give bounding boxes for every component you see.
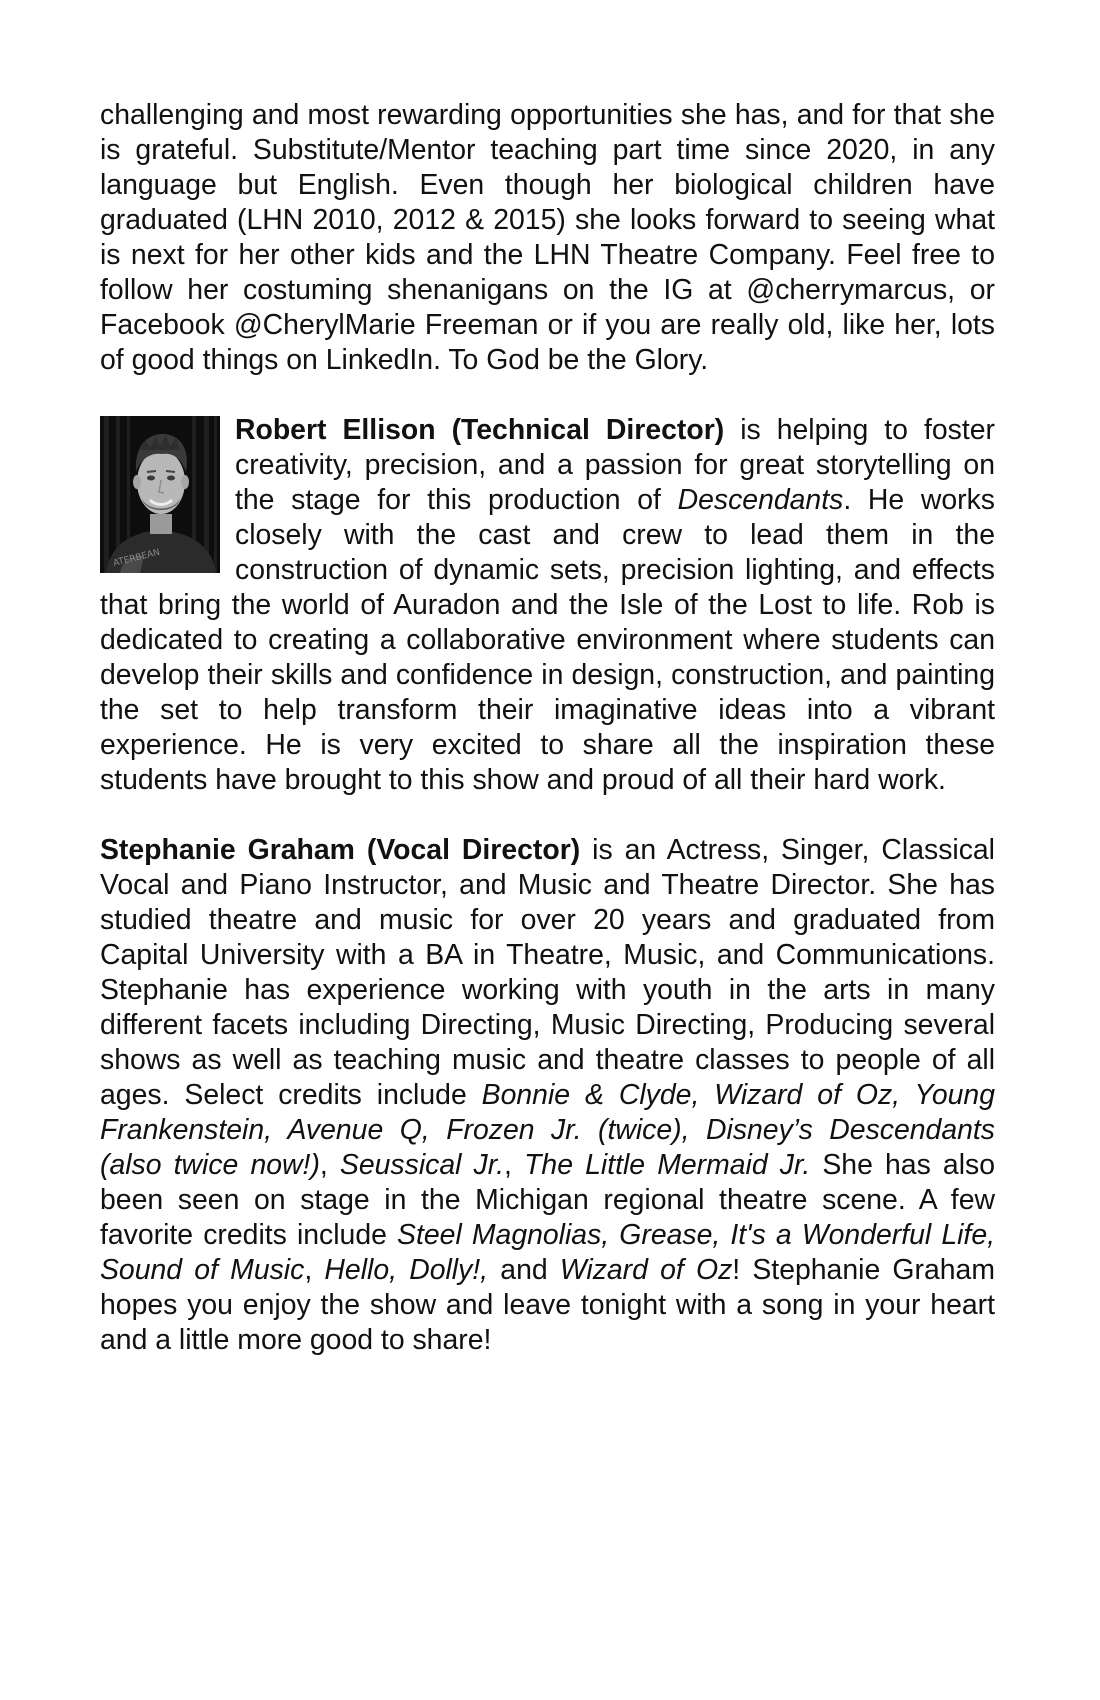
bio-robert-text-2: . He works closely with the cast and crew to lead them in the construction of dynamic sets, precision lighting, and effects that bring the world of Auradon and the Isle of the Lost to life. Rob is dedicated to creating a collaborative environment where students can develop their skills and confidence in design, construction, and painting the set to help transform their imaginative ideas into a vibrant experience. He is very excited to share all the inspiration these students have brought to this show and proud of all their hard work. xyxy=(100,484,995,796)
robert-ellison-photo xyxy=(100,416,220,573)
credit-wizard-of-oz: Wizard of Oz xyxy=(559,1254,733,1286)
bio-stephanie-text-3: and xyxy=(488,1254,560,1286)
credit-little-mermaid: The Little Mermaid Jr. xyxy=(524,1149,811,1181)
credit-hello-dolly: Hello, Dolly!, xyxy=(324,1254,489,1286)
show-title-descendants: Descendants xyxy=(677,484,844,516)
bio-robert-text-1: is helping to foster creativity, precision, and a passion for great storytelling on the stage for this production of xyxy=(235,414,995,516)
credits-separator-2: , xyxy=(504,1149,525,1181)
bio-cheryl-freeman xyxy=(100,98,995,378)
bio-stephanie-text-2: She has also been seen on stage in the Michigan regional theatre scene. A few favorite credits include xyxy=(100,1149,995,1251)
bio-stephanie-graham xyxy=(100,833,995,1358)
robert-ellison-name: Robert Ellison (Technical Director) xyxy=(235,414,725,446)
credits-separator-1: , xyxy=(319,1149,340,1181)
svg-text:ATERBEAN: ATERBEAN xyxy=(112,547,161,569)
stephanie-graham-name: Stephanie Graham (Vocal Director) xyxy=(100,834,581,866)
bio-stephanie-text-4: ! Stephanie Graham hopes you enjoy the show and leave tonight with a song in your heart and a little more good to share! xyxy=(100,1254,995,1356)
credits-list-1: Bonnie & Clyde, Wizard of Oz, Young Frankenstein, Avenue Q, Frozen Jr. (twice), Disney’s Descendants (also twice now!) xyxy=(100,1079,995,1181)
credits-separator-3: , xyxy=(304,1254,325,1286)
program-page xyxy=(100,98,995,1358)
credits-list-2: Steel Magnolias, Grease, It's a Wonderful Life, Sound of Music xyxy=(100,1219,995,1286)
credit-seussical: Seussical Jr. xyxy=(339,1149,505,1181)
bio-cheryl-text: challenging and most rewarding opportunities she has, and for that she is grateful. Substitute/Mentor teaching part time since 2020, in any language but English. Even though her biological children have graduated (LHN 2010, 2012 & 2015) she looks forward to seeing what is next for her other kids and the LHN Theatre Company. Feel free to follow her costuming shenanigans on the IG at @cherrymarcus, or Facebook @CherylMarie Freeman or if you are really old, like her, lots of good things on LinkedIn. To God be the Glory. xyxy=(100,99,995,376)
bio-stephanie-text-1: is an Actress, Singer, Classical Vocal and Piano Instructor, and Music and Theatre Director. She has studied theatre and music for over 20 years and graduated from Capital University with a BA in Theatre, Music, and Communications. Stephanie has experience working with youth in the arts in many different facets including Directing, Music Directing, Producing several shows as well as teaching music and theatre classes to people of all ages. Select credits include xyxy=(100,834,995,1111)
bio-robert-ellison xyxy=(100,413,995,798)
